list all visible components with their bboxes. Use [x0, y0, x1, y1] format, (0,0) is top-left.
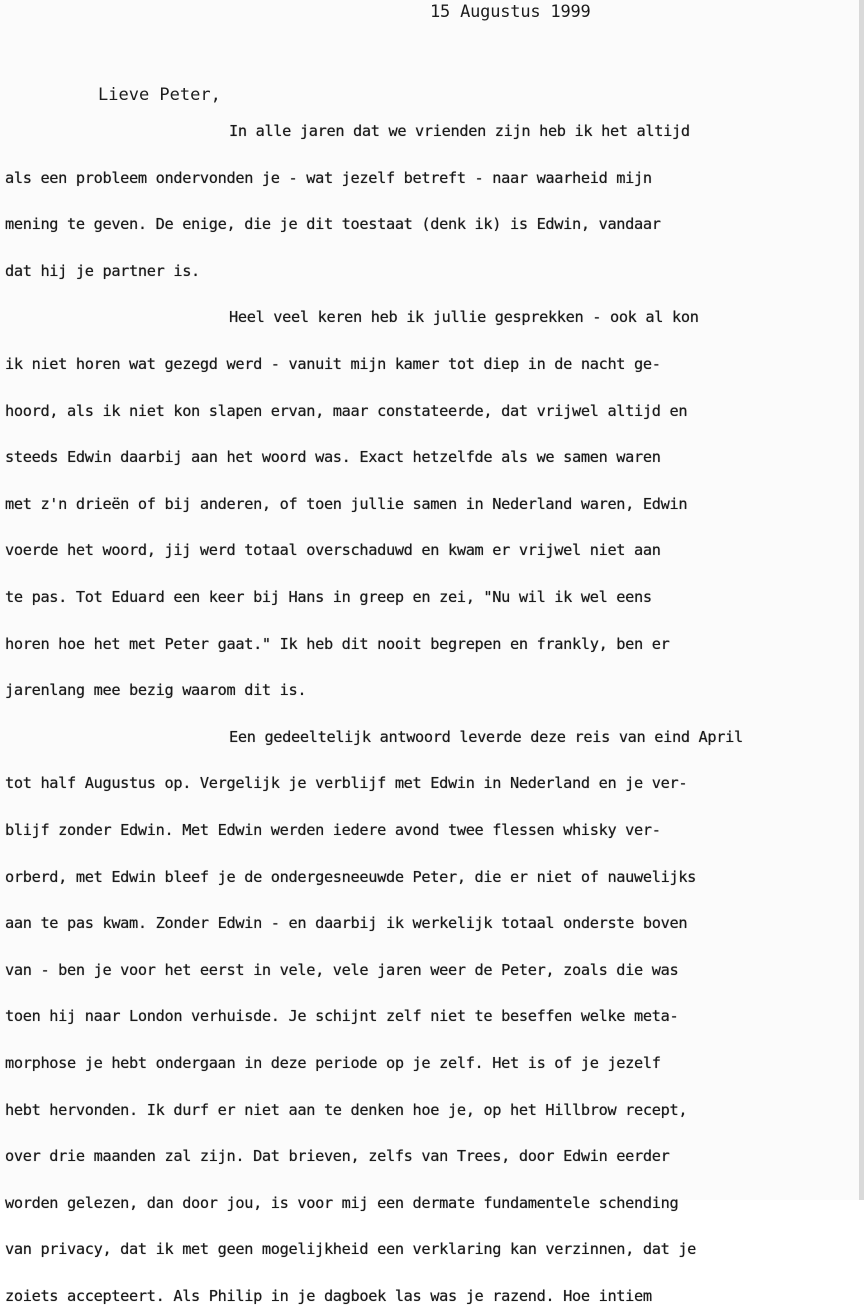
letter-line: voerde het woord, jij werd totaal overschaduwd en kwam er vrijwel niet aan — [5, 541, 661, 559]
letter-line: orberd, met Edwin bleef je de ondergesneeuwde Peter, die er niet of nauwelijks — [5, 868, 697, 886]
letter-line: mening te geven. De enige, die je dit toestaat (denk ik) is Edwin, vandaar — [5, 215, 661, 233]
letter-line: toen hij naar London verhuisde. Je schijnt zelf niet te beseffen welke meta- — [5, 1007, 679, 1025]
letter-line: dat hij je partner is. — [5, 262, 200, 280]
letter-line: hoord, als ik niet kon slapen ervan, maar constateerde, dat vrijwel altijd en — [5, 402, 688, 420]
letter-line: worden gelezen, dan door jou, is voor mij een dermate fundamentele schending — [5, 1194, 679, 1212]
letter-line: als een probleem ondervonden je - wat jezelf betreft - naar waarheid mijn — [5, 169, 652, 187]
letter-line: In alle jaren dat we vrienden zijn heb ik het altijd — [229, 122, 690, 140]
letter-line: tot half Augustus op. Vergelijk je verblijf met Edwin in Nederland en je ver- — [5, 774, 688, 792]
letter-line: hebt hervonden. Ik durf er niet aan te denken hoe je, op het Hillbrow recept, — [5, 1101, 688, 1119]
letter-line: blijf zonder Edwin. Met Edwin werden iedere avond twee flessen whisky ver- — [5, 821, 661, 839]
letter-line: Een gedeeltelijk antwoord leverde deze reis van eind April — [229, 728, 743, 746]
letter-line: steeds Edwin daarbij aan het woord was. Exact hetzelfde als we samen waren — [5, 448, 661, 466]
letter-line: jarenlang mee bezig waarom dit is. — [5, 681, 307, 699]
letter-line: ik niet horen wat gezegd werd - vanuit mijn kamer tot diep in de nacht ge- — [5, 355, 661, 373]
letter-line: van - ben je voor het eerst in vele, vele jaren weer de Peter, zoals die was — [5, 961, 679, 979]
letter-line: zoiets accepteert. Als Philip in je dagboek las was je razend. Hoe intiem — [5, 1287, 652, 1305]
letter-line: met z'n drieën of bij anderen, of toen jullie samen in Nederland waren, Edwin — [5, 495, 688, 513]
letter-date: 15 Augustus 1999 — [430, 2, 591, 22]
page-edge — [859, 0, 864, 1200]
letter-line: aan te pas kwam. Zonder Edwin - en daarbij ik werkelijk totaal onderste boven — [5, 914, 688, 932]
letter-line: Heel veel keren heb ik jullie gesprekken - ook al kon — [229, 308, 699, 326]
letter-line: van privacy, dat ik met geen mogelijkheid een verklaring kan verzinnen, dat je — [5, 1240, 697, 1258]
letter-line: over drie maanden zal zijn. Dat brieven, zelfs van Trees, door Edwin eerder — [5, 1147, 670, 1165]
letter-line: morphose je hebt ondergaan in deze periode op je zelf. Het is of je jezelf — [5, 1054, 661, 1072]
letter-line: horen hoe het met Peter gaat." Ik heb dit nooit begrepen en frankly, ben er — [5, 635, 670, 653]
letter-salutation: Lieve Peter, — [98, 85, 221, 105]
letter-line: te pas. Tot Eduard een keer bij Hans in greep en zei, "Nu wil ik wel eens — [5, 588, 652, 606]
